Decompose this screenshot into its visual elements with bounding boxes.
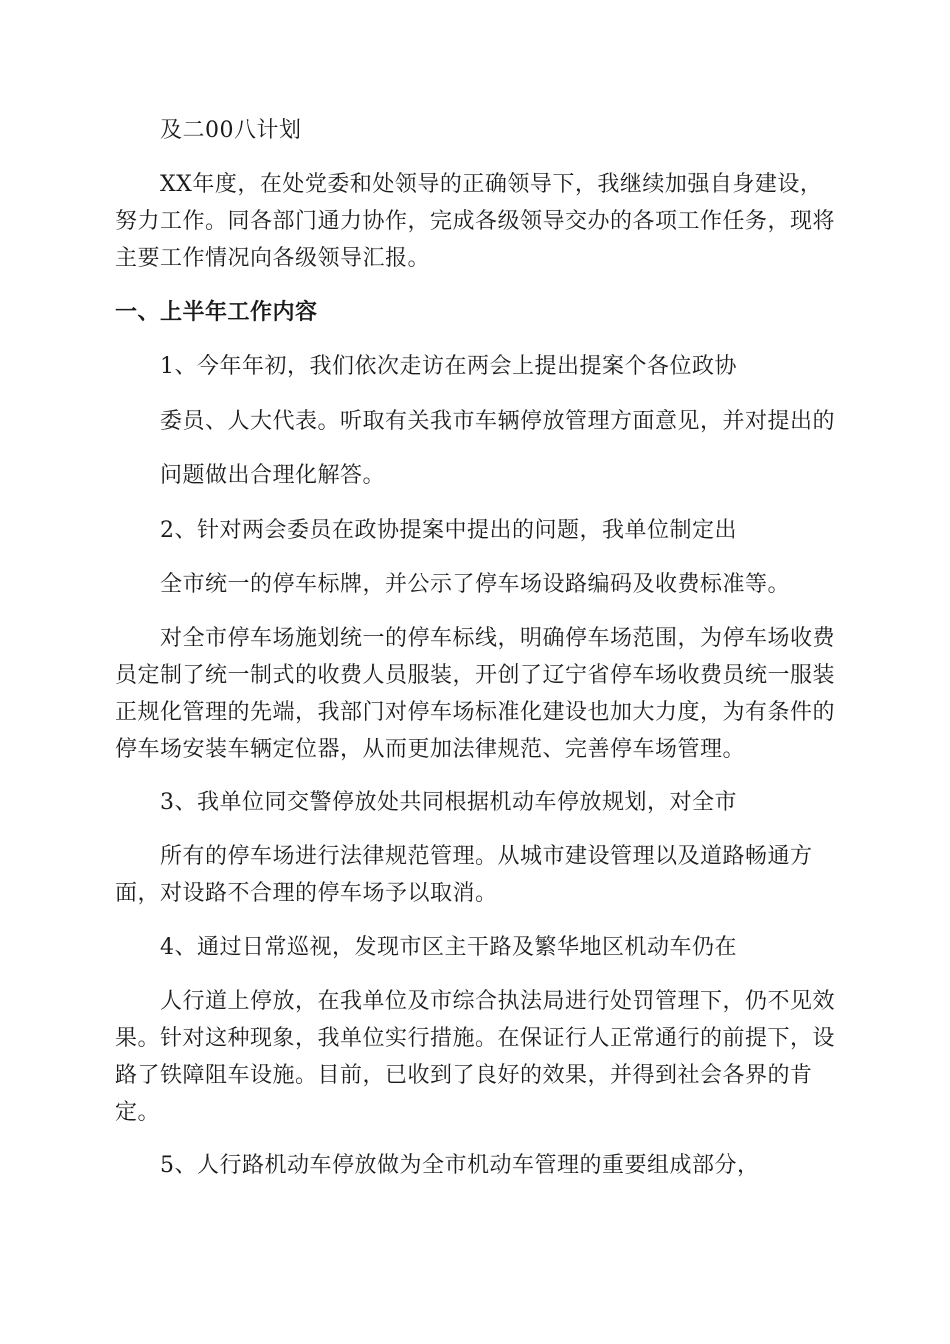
item3-line-3: 面，对设路不合理的停车场予以取消。: [115, 881, 498, 906]
item4-line-1: 4、通过日常巡视，发现市区主干路及繁华地区机动车仍在: [160, 935, 737, 960]
intro-line-2: 努力工作。同各部门通力协作，完成各级领导交办的各项工作任务，现将: [115, 209, 836, 234]
section-heading: 一、上半年工作内容: [115, 300, 318, 325]
item1-line-2: 委员、人大代表。听取有关我市车辆停放管理方面意见，并对提出的: [160, 409, 836, 434]
standard-para-line-1: 对全市停车场施划统一的停车标线，明确停车场范围，为停车场收费: [160, 626, 836, 651]
item2-line-1: 2、针对两会委员在政协提案中提出的问题，我单位制定出: [160, 518, 737, 543]
item4-line-5: 定。: [115, 1100, 161, 1125]
item4-line-4: 路了铁障阻车设施。目前，已收到了良好的效果，并得到社会各界的肯: [115, 1063, 813, 1088]
standard-para-line-3: 正规化管理的先端，我部门对停车场标准化建设也加大力度，为有条件的: [115, 700, 836, 725]
item1-line-3: 问题做出合理化解答。: [160, 463, 386, 488]
item3-line-2: 所有的停车场进行法律规范管理。从城市建设管理以及道路畅通方: [160, 844, 813, 869]
intro-line-3: 主要工作情况向各级领导汇报。: [115, 246, 431, 271]
standard-para-line-2: 员定制了统一制式的收费人员服装，开创了辽宁省停车场收费员统一服装: [115, 663, 836, 688]
title-line: 及二00八计划: [160, 118, 302, 143]
intro-line-1: XX年度，在处党委和处领导的正确领导下，我继续加强自身建设，: [160, 172, 823, 197]
item1-line-1: 1、今年年初，我们依次走访在两会上提出提案个各位政协: [160, 354, 737, 379]
standard-para-line-4: 停车场安装车辆定位器，从而更加法律规范、完善停车场管理。: [115, 737, 746, 762]
item3-line-1: 3、我单位同交警停放处共同根据机动车停放规划，对全市: [160, 790, 737, 815]
item5-line-1: 5、人行路机动车停放做为全市机动车管理的重要组成部分，: [160, 1153, 760, 1178]
item4-line-2: 人行道上停放，在我单位及市综合执法局进行处罚管理下，仍不见效: [160, 989, 836, 1014]
item2-line-2: 全市统一的停车标牌，并公示了停车场设路编码及收费标准等。: [160, 572, 791, 597]
item4-line-3: 果。针对这种现象，我单位实行措施。在保证行人正常通行的前提下，设: [115, 1026, 836, 1051]
